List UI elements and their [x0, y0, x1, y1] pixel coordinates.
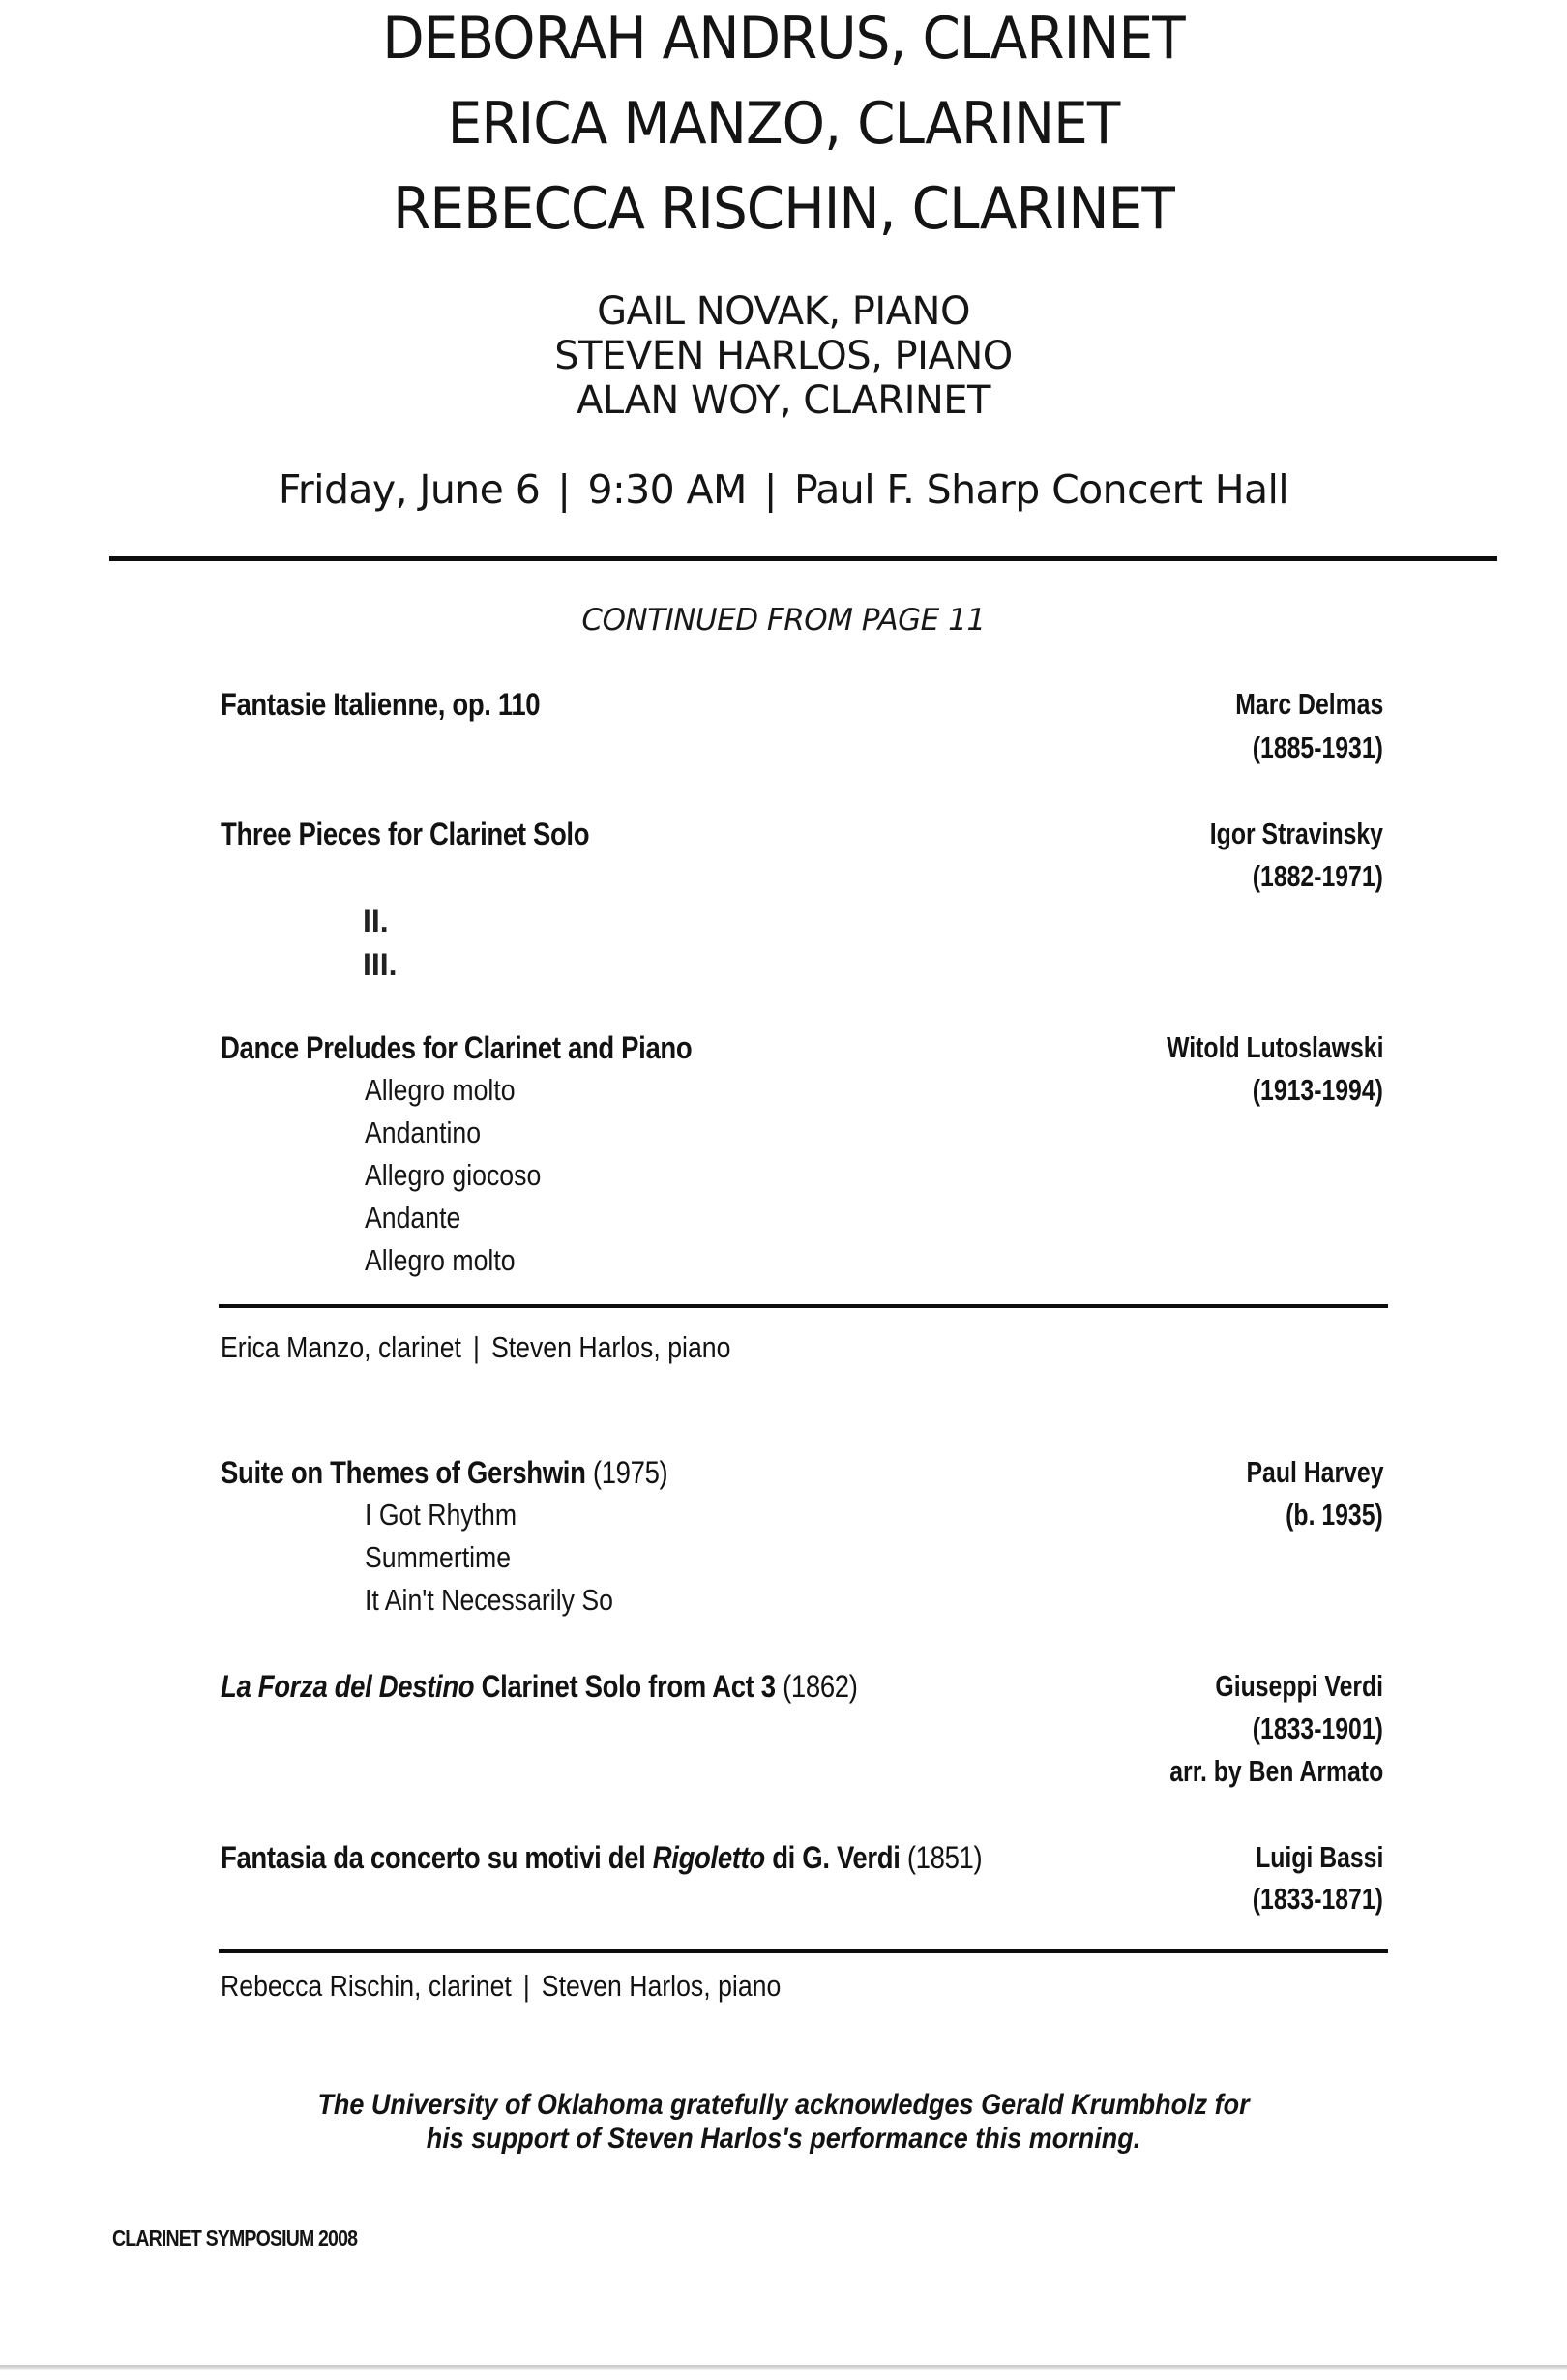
event-time: 9:30 AM: [587, 466, 747, 513]
work-title: Three Pieces for Clarinet Solo: [221, 817, 590, 851]
composer-dates: (1882-1971): [1252, 859, 1383, 893]
supporting-performer-2: STEVEN HARLOS, PIANO: [554, 334, 1013, 378]
movement: I Got Rhythm: [365, 1498, 517, 1532]
movement: II.: [363, 904, 389, 938]
header-divider: [109, 556, 1497, 561]
featured-performer-2: ERICA MANZO, CLARINET: [447, 90, 1120, 158]
acknowledgement-line-2: his support of Steven Harlos's performance this morning.: [426, 2123, 1141, 2155]
work-title-text: Clarinet Solo from Act 3: [481, 1669, 776, 1704]
featured-performer-3: REBECCA RISCHIN, CLARINET: [393, 175, 1174, 243]
work-year: (1851): [906, 1840, 983, 1875]
work-title: [221, 1671, 858, 1702]
composer-dates: (1833-1901): [1252, 1711, 1383, 1745]
page-edge-shadow: [0, 2365, 1567, 2370]
performer-clarinet: Erica Manzo, clarinet: [221, 1330, 461, 1364]
movement: Andantino: [365, 1116, 482, 1149]
event-info: [0, 466, 1567, 513]
set-performers: [221, 1971, 781, 2001]
set-divider: [219, 1304, 1388, 1308]
work-title-italic: Rigoletto: [652, 1840, 765, 1875]
composer-dates: (b. 1935): [1286, 1498, 1383, 1532]
composer-dates: (1913-1994): [1252, 1073, 1383, 1107]
composer-name: Luigi Bassi: [1255, 1840, 1383, 1874]
composer-name: Witold Lutoslawski: [1166, 1030, 1383, 1064]
performer-clarinet: Rebecca Rischin, clarinet: [221, 1969, 512, 2003]
performer-piano: Steven Harlos, piano: [490, 1330, 731, 1364]
movement: III.: [363, 947, 398, 982]
set-performers: [221, 1332, 730, 1362]
separator: |: [557, 466, 571, 513]
separator: |: [763, 466, 777, 513]
composer-name: Giuseppi Verdi: [1215, 1669, 1383, 1703]
event-venue: Paul F. Sharp Concert Hall: [794, 466, 1289, 513]
composer-name: Paul Harvey: [1246, 1455, 1383, 1489]
composer-name: Marc Delmas: [1234, 687, 1383, 721]
supporting-performer-3: ALAN WOY, CLARINET: [577, 378, 990, 423]
separator: |: [522, 1969, 530, 2003]
page-footer: CLARINET SYMPOSIUM 2008: [112, 2225, 358, 2250]
supporting-performer-1: GAIL NOVAK, PIANO: [597, 289, 970, 334]
set-divider: [219, 1949, 1388, 1953]
work-title-text: Fantasia da concerto su motivi del: [221, 1840, 646, 1875]
continued-note: CONTINUED FROM PAGE 11: [581, 603, 986, 638]
work-title: Fantasie Italienne, op. 110: [221, 687, 541, 722]
movement: Allegro molto: [365, 1243, 516, 1277]
work-title: [221, 1842, 982, 1873]
movement: Summertime: [365, 1540, 512, 1574]
work-year: (1975): [592, 1455, 668, 1490]
acknowledgement-line-1: The University of Oklahoma gratefully acknowledges Gerald Krumbholz for: [317, 2089, 1250, 2121]
movement: Allegro molto: [365, 1073, 516, 1107]
arranger: arr. by Ben Armato: [1169, 1754, 1383, 1788]
work-title-italic: La Forza del Destino: [221, 1669, 475, 1704]
separator: |: [472, 1330, 480, 1364]
composer-name: Igor Stravinsky: [1209, 817, 1383, 850]
work-year: (1862): [783, 1669, 858, 1704]
work-title-text: di G. Verdi: [772, 1840, 901, 1875]
composer-dates: (1833-1871): [1252, 1882, 1383, 1916]
work-title-text: Suite on Themes of Gershwin: [221, 1455, 586, 1490]
event-date: Friday, June 6: [278, 466, 541, 513]
work-title: [221, 1457, 667, 1488]
composer-dates: (1885-1931): [1252, 730, 1383, 764]
performer-piano: Steven Harlos, piano: [541, 1969, 782, 2003]
movement: It Ain't Necessarily So: [365, 1583, 613, 1617]
movement: Allegro giocoso: [365, 1158, 542, 1192]
movement: Andante: [365, 1201, 461, 1235]
featured-performer-1: DEBORAH ANDRUS, CLARINET: [382, 5, 1185, 73]
work-title: Dance Preludes for Clarinet and Piano: [221, 1030, 693, 1065]
